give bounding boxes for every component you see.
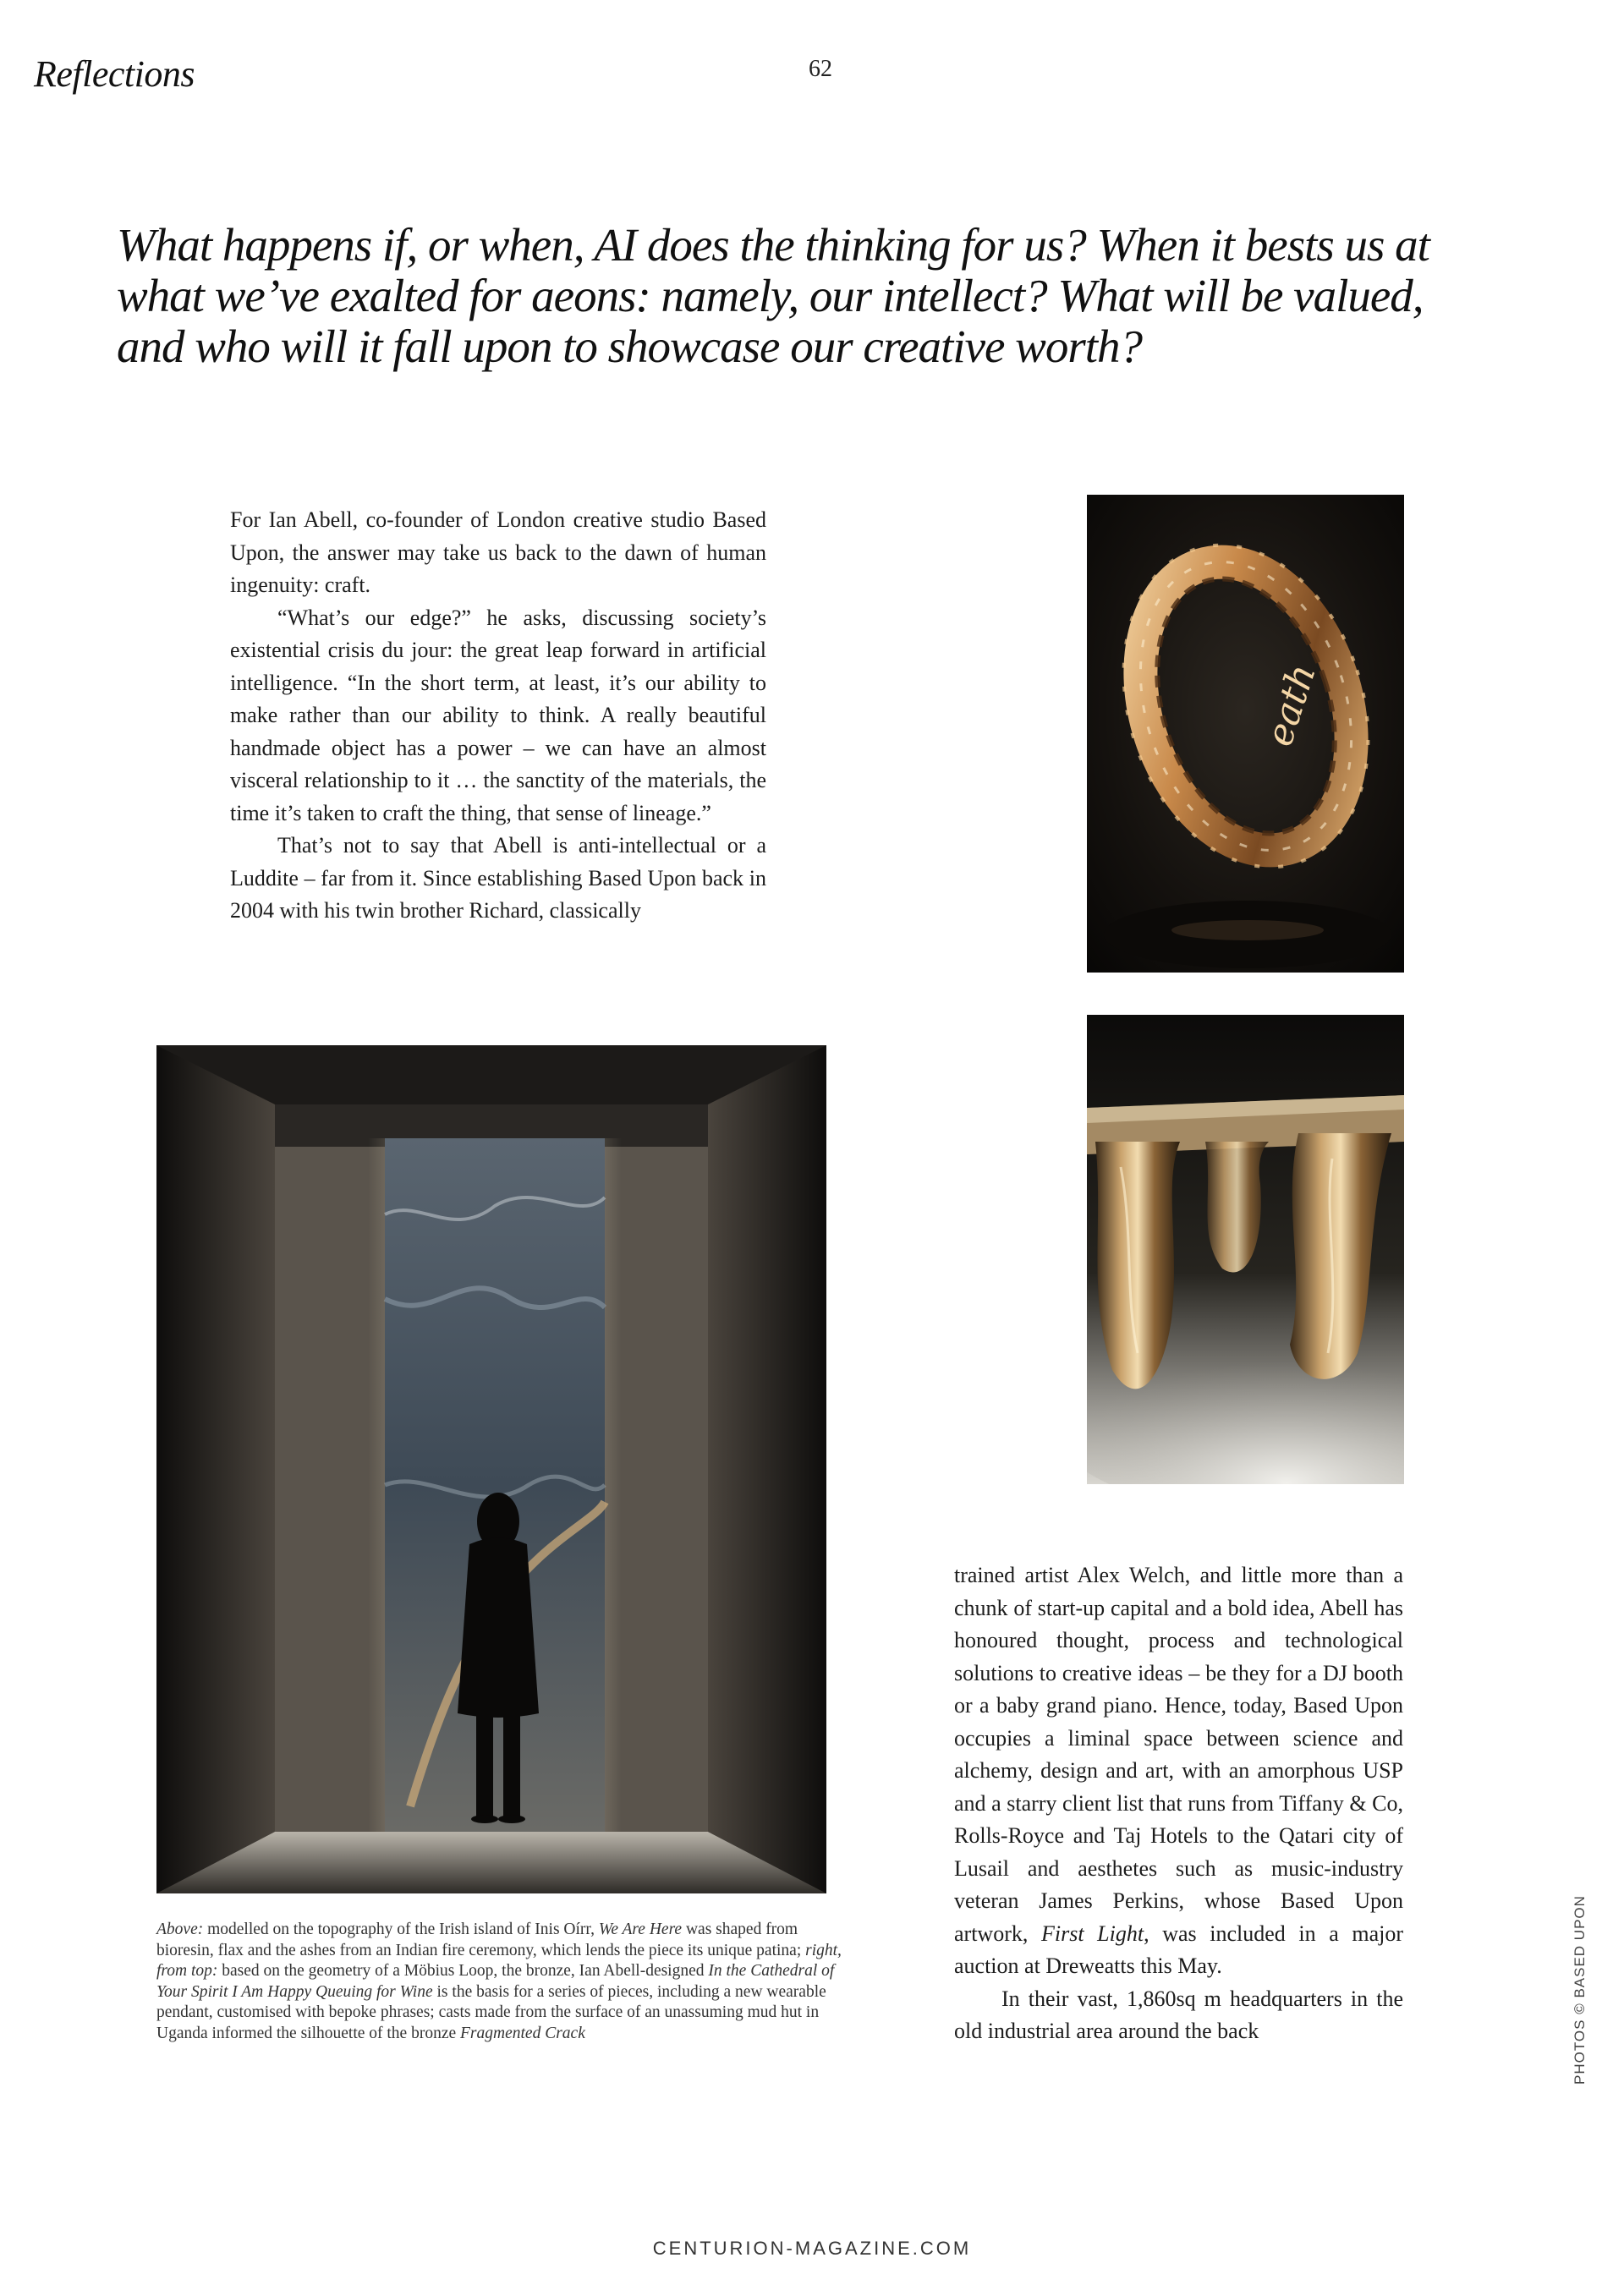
work-title: Fragmented Crack [460, 2024, 585, 2042]
work-title: In the Cathedral of Your Spirit I Am Happy Queuing for Wine [156, 1962, 835, 2001]
page-number: 62 [809, 56, 832, 82]
article-text: , was included in a major auction at Dreweatts this May. [954, 1921, 1404, 1978]
work-title: We Are Here [598, 1921, 683, 1938]
artwork-title: First Light [1040, 1921, 1144, 1946]
section-title: Reflections [34, 53, 195, 95]
caption-text: based on the geometry of a Möbius Loop, the bronze, Ian Abell-designed [217, 1962, 709, 1980]
article-paragraph: That’s not to say that Abell is anti-intellectual or a Luddite – far from it. Since establishing Based Upon back in 2004 with his twin brother Richard, classically [230, 833, 766, 923]
image-caption [156, 1920, 850, 2044]
article-column-left [230, 504, 766, 928]
footer-url[interactable]: CENTURION-MAGAZINE.COM [652, 2238, 972, 2259]
photo-credit: PHOTOS © BASED UPON [1572, 1895, 1588, 2085]
article-paragraph: “What’s our edge?” he asks, discussing society’s existential crisis du jour: the great leap forward in artificial intelligence. “In the short term, at least, it’s our ability to make rather than our ability to think. A really beautiful handmade object has a power – we can have an almost visceral relationship to it … the sanctity of the materials, the time it’s taken to craft the thing, that sense of lineage.” [230, 605, 766, 825]
caption-text: modelled on the topography of the Irish island of Inis Oírr, [203, 1921, 599, 1938]
ring-lettering: eath [1257, 659, 1325, 752]
photo-mobius-ring [1087, 495, 1404, 973]
caption-label-above: Above: [156, 1921, 204, 1938]
caption-text: is the basis for a series of pieces, including a new wearable pendant, customised with bepoke phrases; casts made from the surface of an unassuming mud hut in Uganda informed the silhouette of the bronze [156, 1982, 826, 2042]
pull-quote: What happens if, or when, AI does the thinking for us? When it bests us at what we’ve exalted for aeons: namely, our intellect? What will be valued, and who will it fall upon to showcase our creative worth? [117, 219, 1429, 372]
article-paragraph: For Ian Abell, co-founder of London creative studio Based Upon, the answer may take us back to the dawn of human ingenuity: craft. [230, 507, 766, 597]
caption-label-right: right, from top: [156, 1941, 842, 1980]
article-paragraph [954, 1559, 1403, 1983]
article-column-right [954, 1559, 1403, 2048]
caption-text: was shaped from bioresin, flax and the ashes from an Indian fire ceremony, which lends the piece its unique patina; [156, 1921, 806, 1959]
article-text: trained artist Alex Welch, and little more than a chunk of start-up capital and a bold idea, Abell has honoured thought, process and technological solutions to creative ideas – be they for a DJ booth or a baby grand piano. Hence, today, Based Upon occupies a liminal space between science and alchemy, design and art, with an amorphous USP and a starry client list that runs from Tiffany & Co, Rolls-Royce and Taj Hotels to the Qatari city of Lusail and aesthetes such as music-industry veteran James Perkins, whose Based Upon artwork, [954, 1563, 1403, 1946]
photo-fragmented-crack [1087, 1015, 1404, 1484]
article-paragraph: In their vast, 1,860sq m headquarters in the old industrial area around the back [954, 1986, 1403, 2043]
photo-we-are-here [156, 1045, 826, 1893]
